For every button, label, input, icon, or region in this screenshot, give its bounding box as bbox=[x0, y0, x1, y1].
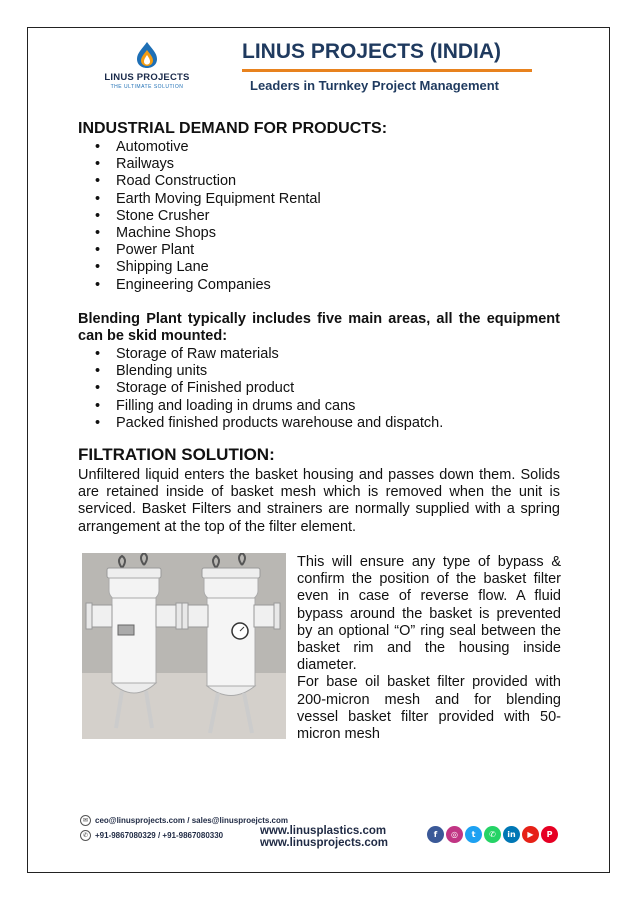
list-item: • Stone Crusher bbox=[95, 208, 321, 225]
contact-phone bbox=[80, 830, 223, 841]
instagram-icon[interactable]: ◎ bbox=[446, 826, 463, 843]
list-item: • Blending units bbox=[95, 363, 443, 380]
list-item: • Power Plant bbox=[95, 242, 321, 259]
flame-logo-icon bbox=[130, 40, 164, 70]
demand-list bbox=[95, 139, 321, 294]
social-icons bbox=[427, 826, 558, 843]
linkedin-icon[interactable]: in bbox=[503, 826, 520, 843]
facebook-icon[interactable]: f bbox=[427, 826, 444, 843]
phone-text[interactable]: +91-9867080329 / +91-9867080330 bbox=[95, 831, 224, 840]
basket-filter-photo bbox=[82, 553, 286, 739]
blending-intro: Blending Plant typically includes five main areas, all the equipment can be skid mounted: bbox=[78, 311, 560, 345]
logo-name: LINUS PROJECTS bbox=[104, 72, 190, 83]
company-logo bbox=[92, 40, 202, 90]
list-item: • Shipping Lane bbox=[95, 259, 321, 276]
email-text[interactable]: ceo@linusprojects.com / sales@linusproejcts.com bbox=[95, 816, 288, 825]
bypass-paragraph: This will ensure any type of bypass & confirm the position of the basket filter even in case of reverse flow. A fluid bypass around the basket is prevented by an optional “O” ring seal between the basket rim and the housing inside diameter. bbox=[297, 554, 561, 674]
mesh-paragraph: For base oil basket filter provided with 200-micron mesh and for blending vessel basket filter provided with 50-micron mesh bbox=[297, 674, 561, 743]
header-rule bbox=[242, 69, 532, 72]
list-item: • Railways bbox=[95, 156, 321, 173]
list-item: • Filling and loading in drums and cans bbox=[95, 398, 443, 415]
list-item: • Storage of Finished product bbox=[95, 380, 443, 397]
blending-list bbox=[95, 346, 443, 432]
list-item: • Machine Shops bbox=[95, 225, 321, 242]
website-plastics-link[interactable]: www.linusplastics.com bbox=[260, 825, 387, 837]
list-item: • Engineering Companies bbox=[95, 277, 321, 294]
phone-icon: ✆ bbox=[80, 830, 91, 841]
filtration-paragraph: Unfiltered liquid enters the basket housing and passes down them. Solids are retained inside of basket mesh which is removed when the unit is serviced. Basket Filters and strainers are normally supplied with a spring arrangement at the top of the filter element. bbox=[78, 467, 560, 535]
filtration-side-text bbox=[297, 554, 561, 743]
list-item: • Earth Moving Equipment Rental bbox=[95, 191, 321, 208]
website-projects-link[interactable]: www.linusprojects.com bbox=[260, 837, 389, 849]
demand-heading: INDUSTRIAL DEMAND FOR PRODUCTS: bbox=[78, 120, 388, 137]
youtube-icon[interactable]: ▶ bbox=[522, 826, 539, 843]
list-item: • Storage of Raw materials bbox=[95, 346, 443, 363]
email-icon: ✉ bbox=[80, 815, 91, 826]
company-title: LINUS PROJECTS (INDIA) bbox=[242, 40, 502, 63]
twitter-icon[interactable]: t bbox=[465, 826, 482, 843]
logo-tagline: THE ULTIMATE SOLUTION bbox=[110, 84, 184, 90]
filtration-heading: FILTRATION SOLUTION: bbox=[78, 445, 275, 464]
pinterest-icon[interactable]: P bbox=[541, 826, 558, 843]
list-item: • Automotive bbox=[95, 139, 321, 156]
list-item: • Road Construction bbox=[95, 173, 321, 190]
list-item: • Packed finished products warehouse and dispatch. bbox=[95, 415, 443, 432]
whatsapp-icon[interactable]: ✆ bbox=[484, 826, 501, 843]
contact-email bbox=[80, 815, 288, 826]
company-tagline: Leaders in Turnkey Project Management bbox=[250, 78, 499, 93]
